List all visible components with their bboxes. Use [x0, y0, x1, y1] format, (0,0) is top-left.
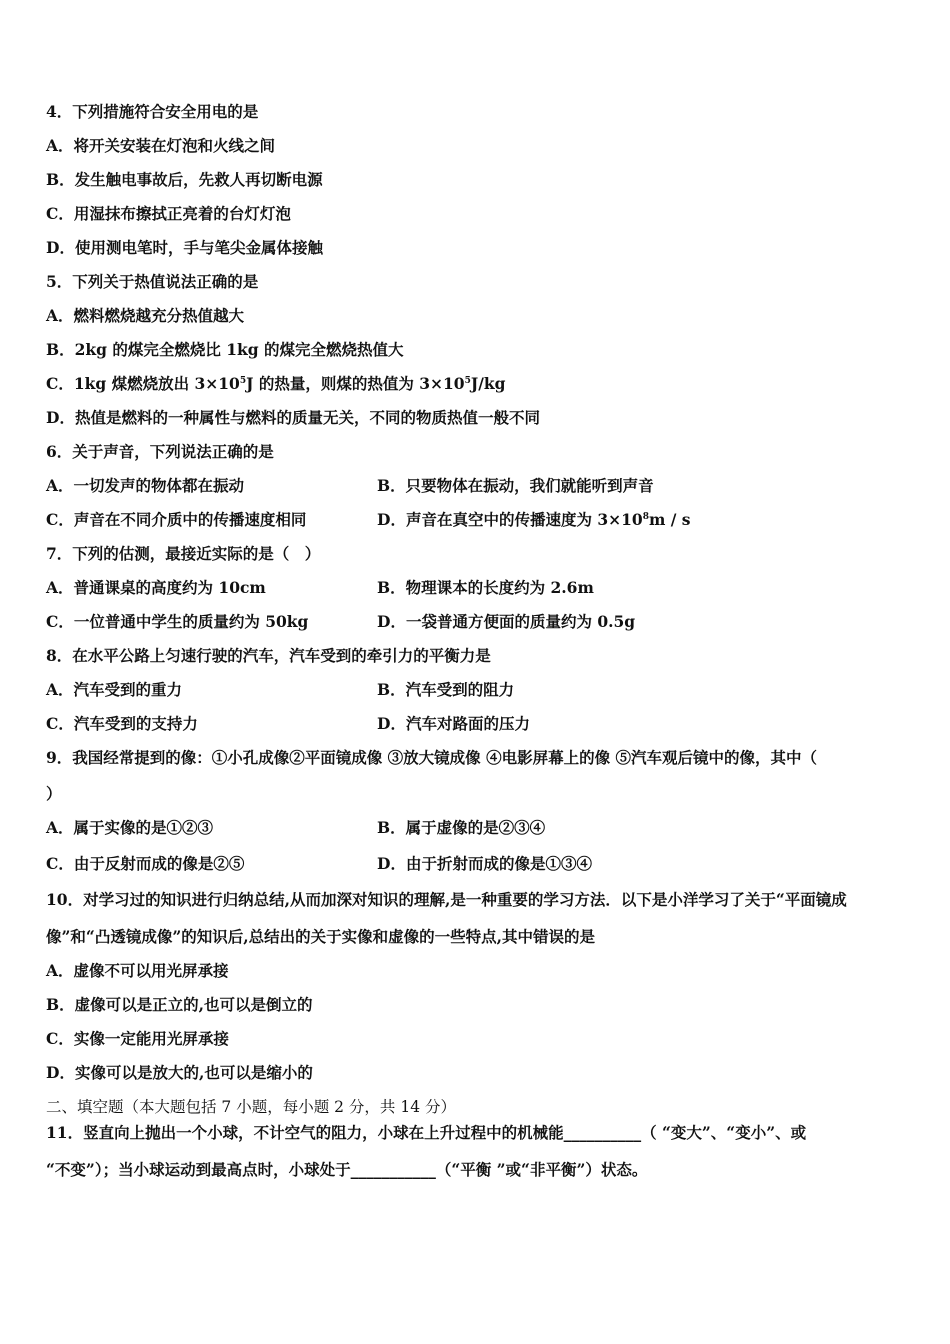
q9-option-a: A．属于实像的是①②③ [46, 818, 214, 837]
q7-option-d: D．一袋普通方便面的质量约为 0.5g [377, 612, 636, 631]
q5-option-b: B．2kg 的煤完全燃烧比 1kg 的煤完全燃烧热值大 [46, 340, 404, 359]
q5-option-c-pre: C．1kg 煤燃烧放出 3×10 [46, 374, 240, 393]
q5-option-a: A．燃料燃烧越充分热值越大 [46, 306, 245, 325]
q6-option-d-exponent: 8 [642, 511, 649, 522]
q7-option-b: B．物理课本的长度约为 2.6m [377, 578, 594, 597]
q8-option-b: B．汽车受到的阻力 [377, 680, 515, 699]
q11-line1: 11．竖直向上抛出一个小球，不计空气的阻力，小球在上升过程中的机械能__________（ “变大”、“变小”、或 [46, 1123, 807, 1142]
q6-option-d-post: m / s [648, 510, 691, 529]
q6-stem: 6．关于声音，下列说法正确的是 [46, 442, 274, 461]
q7-stem: 7．下列的估测，最接近实际的是（ ） [46, 544, 321, 563]
q6-option-d [377, 510, 691, 530]
q5-option-c-exponent-1: 5 [239, 375, 247, 386]
q5-option-c-post: J/kg [470, 374, 506, 393]
q9-stem-line1: 9．我国经常提到的像：①小孔成像②平面镜成像 ③放大镜成像 ④电影屏幕上的像 ⑤汽车观后镜中的像，其中（ [46, 748, 817, 767]
q10-stem-line1: 10．对学习过的知识进行归纳总结,从而加深对知识的理解,是一种重要的学习方法．以下是小洋学习了关于“平面镜成 [46, 890, 847, 909]
q8-option-c: C．汽车受到的支持力 [46, 714, 198, 733]
q9-stem-line2: ） [46, 784, 62, 803]
q4-option-d: D．使用测电笔时，手与笔尖金属体接触 [46, 238, 323, 257]
q10-option-a: A．虚像不可以用光屏承接 [46, 961, 229, 980]
q6-option-b: B．只要物体在振动，我们就能听到声音 [377, 476, 654, 495]
q8-option-a: A．汽车受到的重力 [46, 680, 183, 699]
q9-option-c: C．由于反射而成的像是②⑤ [46, 854, 245, 873]
q5-option-c-mid: J 的热量，则煤的热值为 3×10 [246, 374, 465, 393]
q7-option-a: A．普通课桌的高度约为 10cm [46, 578, 266, 597]
q10-option-d: D．实像可以是放大的,也可以是缩小的 [46, 1063, 313, 1082]
q8-stem: 8．在水平公路上匀速行驶的汽车，汽车受到的牵引力的平衡力是 [46, 646, 491, 665]
q6-option-d-pre: D．声音在真空中的传播速度为 3×10 [377, 510, 643, 529]
q10-stem-line2: 像”和“凸透镜成像”的知识后,总结出的关于实像和虚像的一些特点,其中错误的是 [46, 927, 596, 946]
section-heading-fill-blank: 二、填空题（本大题包括 7 小题，每小题 2 分，共 14 分） [46, 1098, 457, 1116]
q10-option-b: B．虚像可以是正立的,也可以是倒立的 [46, 995, 313, 1014]
q6-option-c: C．声音在不同介质中的传播速度相同 [46, 510, 307, 529]
q5-stem: 5．下列关于热值说法正确的是 [46, 272, 259, 291]
q10-option-c: C．实像一定能用光屏承接 [46, 1029, 229, 1048]
q5-option-d: D．热值是燃料的一种属性与燃料的质量无关，不同的物质热值一般不同 [46, 408, 540, 427]
q4-option-c: C．用湿抹布擦拭正亮着的台灯灯泡 [46, 204, 291, 223]
q4-stem: 4．下列措施符合安全用电的是 [46, 102, 259, 121]
q8-option-d: D．汽车对路面的压力 [377, 714, 530, 733]
q9-option-d: D．由于折射而成的像是①③④ [377, 854, 592, 873]
q7-option-c: C．一位普通中学生的质量约为 50kg [46, 612, 309, 631]
q9-option-b: B．属于虚像的是②③④ [377, 818, 546, 837]
q5-option-c-exponent-2: 5 [464, 375, 471, 386]
q11-line2: “不变”）；当小球运动到最高点时，小球处于___________（“平衡 ”或“非平衡”）状态。 [46, 1160, 648, 1179]
q6-option-a: A．一切发声的物体都在振动 [46, 476, 245, 495]
q5-option-c [46, 374, 505, 394]
q4-option-a: A．将开关安装在灯泡和火线之间 [46, 136, 276, 155]
q4-option-b: B．发生触电事故后，先救人再切断电源 [46, 170, 323, 189]
